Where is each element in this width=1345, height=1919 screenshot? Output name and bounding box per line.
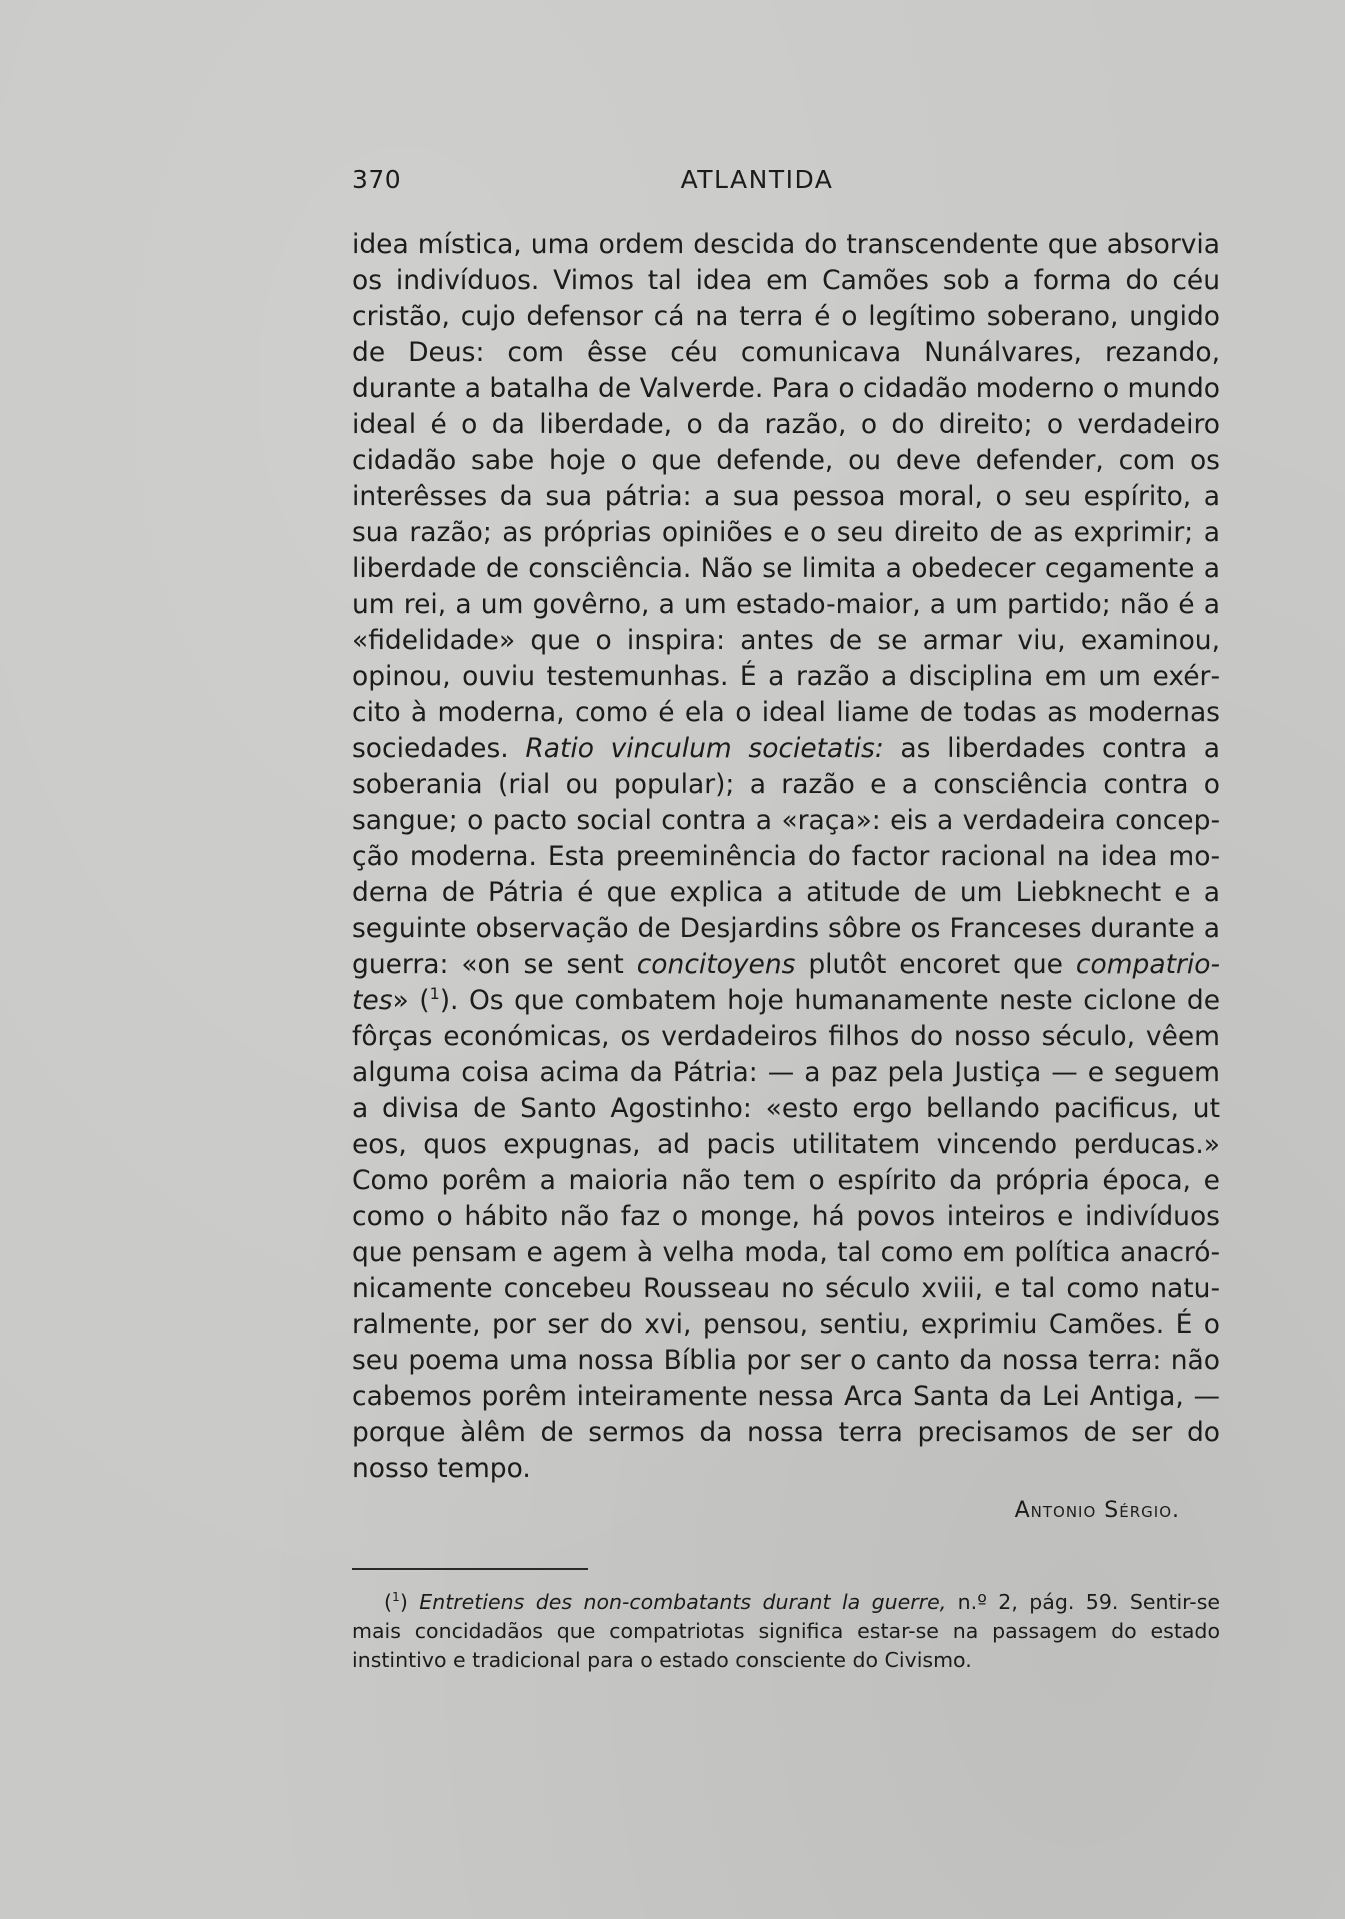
italic-term: compatriotes <box>352 949 1221 1016</box>
latin-quote: Ratio vinculum societatis: <box>525 733 884 764</box>
footnote-paragraph: ($^1$) Entretiens des non-combatants durant la guerre, n.º 2, pág. 59. Sentir-se mais concidadãos que compatriotas significa estar-se na passagem do estado instintivo e tradicional para o estado consciente do Civismo. <box>352 1590 1220 1672</box>
footnote-reference[interactable]: 1 <box>429 984 440 1004</box>
page-number: 370 <box>352 165 402 194</box>
footnote-title: Entretiens des non-combatants durant la guerre, <box>419 1590 947 1614</box>
footnote-text: n.º 2, pág. 59. Sentir-se mais concidadãos que compatriotas significa estar-se na passagem do estado instintivo e tradicional para o estado consciente do Civismo. <box>352 1590 1220 1672</box>
body-text-segment: ). Os que combatem hoje humanamente neste ciclone de fôrças económicas, os verdadeiros filhos do nosso século, vêem alguma coisa acima da Pátria: — a paz pela Justiça — e seguem a divisa de Santo Agostinho: «esto ergo bellando pacificus, ut eos, quos expugnas, ad pacis utilitatem vincendo perducas.» Como porêm a maioria não tem o espírito da própria época, e como o hábito não faz o monge, há povos inteiros e indivíduos que pensam e agem à velha moda, tal como em política anacrónicamente concebeu Rousseau no século xviii, e tal como naturalmente, por ser do xvi, pensou, sentiu, exprimiu Camões. É o seu poema uma nossa Bíblia por ser o canto da nossa terra: não cabemos porêm inteiramente nessa Arca Santa da Lei Antiga, — porque àlêm de sermos da nossa terra precisamos de ser do nosso tempo. <box>352 985 1220 1484</box>
body-text-segment: plutôt encoret que <box>795 949 1076 980</box>
italic-term: concitoyens <box>636 949 796 980</box>
footnote-divider <box>352 1568 588 1570</box>
body-text <box>352 227 1220 1487</box>
body-text-segment: » ( <box>392 985 430 1016</box>
body-text-segment: as liberdades contra a soberania (rial ou popular); a razão e a consciência contra o sangue; o pacto social contra a «raça»: eis a verdadeira concepção moderna. Esta preeminência do factor racional na idea moderna de Pátria é que explica a atitude de um Liebknecht e a seguinte observação de Desjardins sôbre os Franceses durante a guerra: «on se sent <box>352 733 1220 980</box>
footnote-marker: 1 <box>392 1590 400 1605</box>
footnote <box>352 1588 1220 1675</box>
author-signature: Antonio Sérgio. <box>1014 1498 1180 1523</box>
running-head: ATLANTIDA <box>680 165 834 194</box>
body-text-segment: idea mística, uma ordem descida do transcendente que absorvia os indivíduos. Vimos tal idea em Camões sob a forma do céu cristão, cujo defensor cá na terra é o legítimo soberano, ungido de Deus: com êsse céu comunicava Nunálvares, rezando, durante a batalha de Valverde. Para o cidadão moderno o mundo ideal é o da liberdade, o da razão, o do direito; o verdadeiro cidadão sabe hoje o que defende, ou deve defender, com os interêsses da sua pátria: a sua pessoa moral, o seu espírito, a sua razão; as próprias opiniões e o seu direito de as exprimir; a liberdade de consciência. Não se limita a obedecer cegamente a um rei, a um govêrno, a um estado-maior, a um partido; não é a «fidelidade» que o inspira: antes de se armar viu, examinou, opinou, ouviu testemunhas. É a razão a disciplina em um exército à moderna, como é ela o ideal liame de todas as modernas sociedades. <box>352 229 1220 764</box>
body-paragraph <box>352 227 1220 1487</box>
page-header <box>352 162 1220 198</box>
